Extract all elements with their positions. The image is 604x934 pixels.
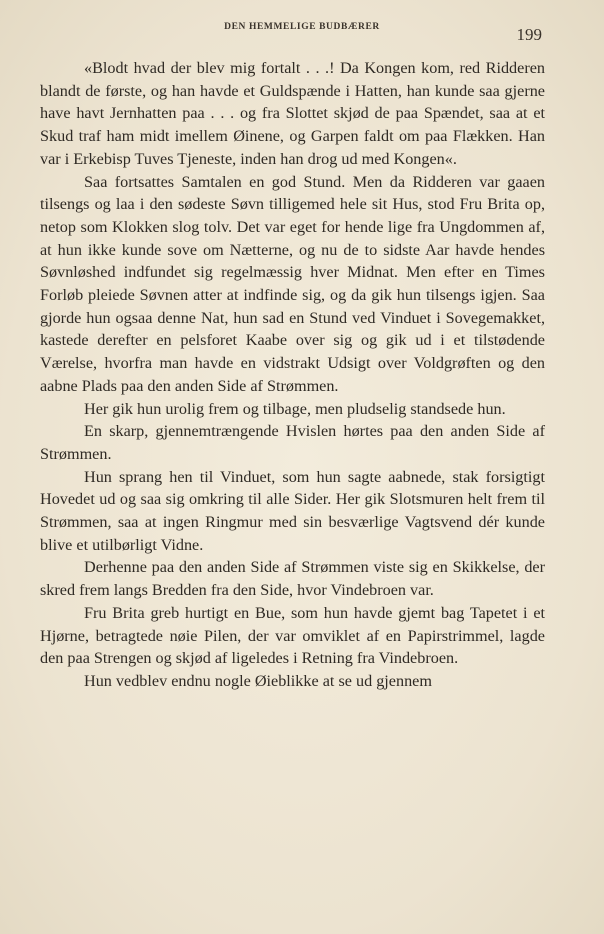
- paragraph: Hun sprang hen til Vinduet, som hun sagte aabnede, stak forsigtigt Hovedet ud og saa sig omkring til alle Sider. Her gik Slotsmuren helt frem til Strømmen, saa at ingen Ringmur med sin besværlige Vagtsvend dér kunde blive et utilbørligt Vidne.: [40, 467, 545, 554]
- paragraph: «Blodt hvad der blev mig fortalt . . .! Da Kongen kom, red Ridderen blandt de første, og han havde et Guldspænde i Hatten, han kunde saa gjerne have havt Jernhatten paa . . . og fra Slottet skjød de paa Spændet, saa at et Skud traf ham midt imellem Øinene, og Garpen faldt om paa Flækken. Han var i Erkebisp Tuves Tjeneste, inden han drog ud med Kongen«.: [40, 59, 545, 168]
- paragraph: En skarp, gjennemtrængende Hvislen hørtes paa den anden Side af Strømmen.: [40, 422, 545, 463]
- running-head: DEN HEMMELIGE BUDBÆRER: [224, 22, 380, 32]
- paragraph: Saa fortsattes Samtalen en god Stund. Men da Ridderen var gaaen tilsengs og laa i den sødeste Søvn tilligemed hele sit Hus, stod Fru Brita op, netop som Klokken slog tolv. Det var eget for hende lige fra Ungdommen af, at hun ikke kunde sove om Nætterne, og nu de to sidste Aar havde hendes Søvnløshed indfundet sig regelmæssig hver Midnat. Men efter en Times Forløb pleiede Søvnen atter at indfinde sig, og da gik hun tilsengs igjen. Saa gjorde hun ogsaa denne Nat, hun sad en Stund ved Vinduet i Sovegemakket, kastede derefter en pelsforet Kaabe over sig og gik ud i et tilstødende Værelse, hvorfra man havde en vidstrakt Udsigt over Voldgrøften og den aabne Plads paa den anden Side af Strømmen.: [40, 172, 545, 395]
- paragraph: Her gik hun urolig frem og tilbage, men pludselig standsede hun.: [84, 399, 506, 418]
- paragraph: Fru Brita greb hurtigt en Bue, som hun havde gjemt bag Tapetet i et Hjørne, betragtede nøie Pilen, der var omviklet af en Papirstrimmel, lagde den paa Strengen og skjød af ligeledes i Retning fra Vindebroen.: [40, 603, 545, 668]
- paragraph: Derhenne paa den anden Side af Strømmen viste sig en Skikkelse, der skred frem langs Bredden fra den Side, hvor Vindebroen var.: [40, 558, 545, 600]
- page-number: 199: [516, 25, 542, 44]
- paragraph: Hun vedblev endnu nogle Øieblikke at se ud gjennem: [84, 671, 432, 690]
- body-text: [40, 57, 545, 693]
